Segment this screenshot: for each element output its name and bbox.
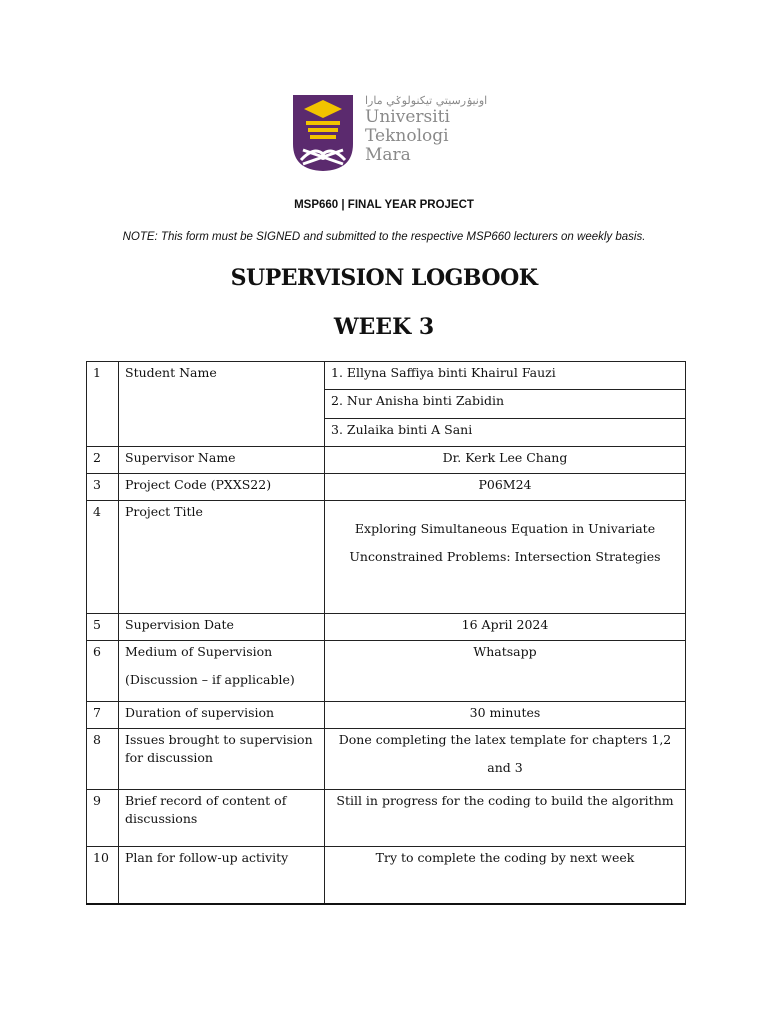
discussion-record: Still in progress for the coding to build the algorithm <box>325 790 686 847</box>
logo-line-universiti: Universiti <box>365 107 450 127</box>
supervisor-name: Dr. Kerk Lee Chang <box>325 447 686 474</box>
row-number: 10 <box>87 847 119 905</box>
row-label: Project Title <box>119 501 325 614</box>
project-title-line-2: Unconstrained Problems: Intersection Strategies <box>349 549 661 564</box>
project-title <box>325 501 686 614</box>
medium-label-line-2: (Discussion – if applicable) <box>125 672 295 687</box>
logo-wordmark <box>365 108 450 165</box>
table-row-supervisor <box>87 447 686 474</box>
issues-line-2: and 3 <box>487 760 523 775</box>
table-row-follow-up <box>87 847 686 905</box>
row-label: Brief record of content of discussions <box>119 790 325 847</box>
logo-line-teknologi: Teknologi <box>365 126 449 146</box>
row-number: 7 <box>87 702 119 729</box>
row-number: 5 <box>87 614 119 641</box>
medium-label-line-1: Medium of Supervision <box>125 644 273 659</box>
table-row-project-code <box>87 474 686 501</box>
row-label: Supervision Date <box>119 614 325 641</box>
row-label: Plan for follow-up activity <box>119 847 325 905</box>
student-name-1: 1. Ellyna Saffiya binti Khairul Fauzi <box>325 362 686 390</box>
logo-line-mara: Mara <box>365 145 411 165</box>
table-row-supervision-date <box>87 614 686 641</box>
row-label <box>119 641 325 702</box>
row-label: Student Name <box>119 362 325 447</box>
table-row-issues <box>87 729 686 790</box>
row-number: 1 <box>87 362 119 447</box>
supervision-duration: 30 minutes <box>325 702 686 729</box>
uitm-shield-icon <box>292 94 354 172</box>
row-number: 6 <box>87 641 119 702</box>
row-label: Duration of supervision <box>119 702 325 729</box>
supervision-date: 16 April 2024 <box>325 614 686 641</box>
submission-note: NOTE: This form must be SIGNED and submitted to the respective MSP660 lecturers on weekly basis. <box>122 231 646 243</box>
logbook-table <box>86 361 686 905</box>
row-number: 2 <box>87 447 119 474</box>
row-label: Issues brought to supervision for discussion <box>119 729 325 790</box>
row-number: 4 <box>87 501 119 614</box>
course-heading: MSP660 | FINAL YEAR PROJECT <box>294 199 474 211</box>
student-name-2: 2. Nur Anisha binti Zabidin <box>325 390 686 418</box>
table-row-medium <box>87 641 686 702</box>
table-row-student-1 <box>87 362 686 390</box>
supervision-medium: Whatsapp <box>325 641 686 702</box>
row-number: 8 <box>87 729 119 790</box>
row-label: Project Code (PXXS22) <box>119 474 325 501</box>
follow-up-plan: Try to complete the coding by next week <box>325 847 686 905</box>
logo-jawi-text: اونيۏرسيتي تيكنولوݢي مارا <box>365 94 488 107</box>
row-label: Supervisor Name <box>119 447 325 474</box>
table-row-duration <box>87 702 686 729</box>
issues-discussed <box>325 729 686 790</box>
student-name-3: 3. Zulaika binti A Sani <box>325 418 686 446</box>
row-number: 3 <box>87 474 119 501</box>
project-code: P06M24 <box>325 474 686 501</box>
table-row-discussion-record <box>87 790 686 847</box>
week-heading: WEEK 3 <box>333 314 435 340</box>
project-title-line-1: Exploring Simultaneous Equation in Univariate <box>354 521 656 536</box>
uitm-logo <box>292 94 488 172</box>
issues-line-1: Done completing the latex template for chapters 1,2 <box>338 732 672 747</box>
document-title: SUPERVISION LOGBOOK <box>230 265 538 291</box>
table-row-project-title <box>87 501 686 614</box>
row-number: 9 <box>87 790 119 847</box>
